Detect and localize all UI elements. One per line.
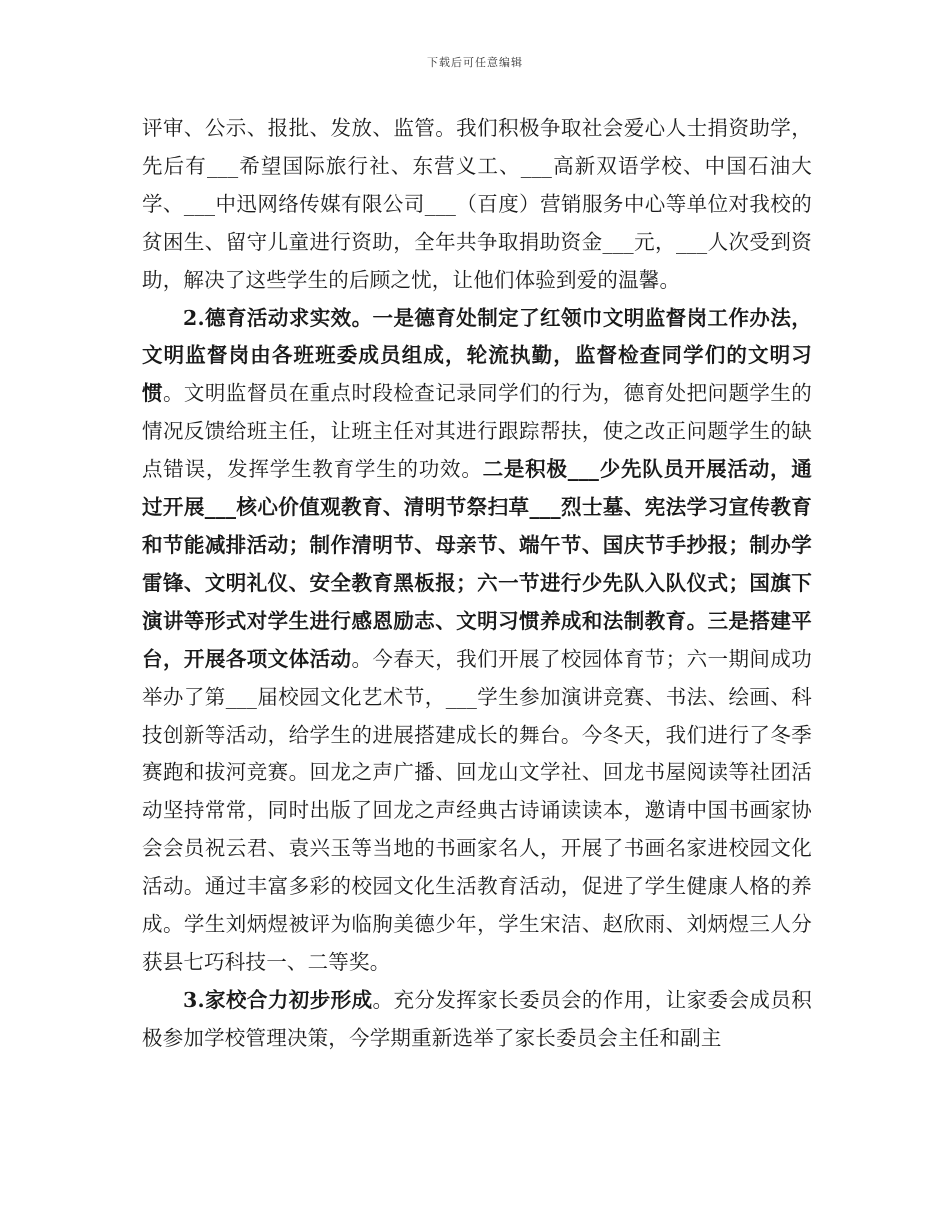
paragraph-text: 评审、公示、报批、发放、监管。我们积极争取社会爱心人士捐资助学，先后有___希望国际旅行社、东营义工、___高新双语学校、中国石油大学、___中迅网络传媒有限公司___（百度）营销服务中心等单位对我校的贫困生、留守儿童进行资助，全年共争取捐助资金___元，___人次受到资助，解决了这些学生的后顾之忧，让他们体验到爱的温馨。 (142, 116, 812, 292)
section-heading-moral-education: 2.德育活动求实效。一是德育处制定了红领巾文明监督岗工作办法，文明监督岗由各班班委成员组成，轮流执勤，监督检查同学们的文明习惯 (142, 305, 812, 406)
document-body (142, 110, 812, 1058)
paragraph-home-school (142, 982, 812, 1058)
page-header: 下载后可任意编辑 (427, 56, 523, 69)
paragraph-text: 。今春天，我们开展了校园体育节；六一期间成功举办了第___届校园文化艺术节，___学生参加演讲竞赛、书法、绘画、科技创新等活动，给学生的进展搭建成长的舞台。今冬天，我们进行了冬季赛跑和拔河竞赛。回龙之声广播、回龙山文学社、回龙书屋阅读等社团活动坚持常常，同时出版了回龙之声经典古诗诵读读本，邀请中国书画家协会会员祝云君、袁兴玉等当地的书画家名人，开展了书画名家进校园文化活动。通过丰富多彩的校园文化生活教育活动，促进了学生健康人格的养成。学生刘炳煜被评为临朐美德少年，学生宋洁、赵欣雨、刘炳煜三人分获县七巧科技一、二等奖。 (142, 646, 812, 974)
bold-emphasis-text: 二是积极___少先队员开展活动，通过开展___核心价值观教育、清明节祭扫草___烈士墓、宪法学习宣传教育和节能减排活动；制作清明节、母亲节、端午节、国庆节手抄报；制办学雷锋、文明礼仪、安全教育黑板报；六一节进行少先队入队仪式；国旗下演讲等形式对学生进行感恩励志、文明习惯养成和法制教育。三是搭建平台，开展各项文体活动 (142, 457, 812, 671)
paragraph-funding (142, 110, 812, 300)
paragraph-text: 。文明监督员在重点时段检查记录同学们的行为，德育处把问题学生的情况反馈给班主任，让班主任对其进行跟踪帮扶，使之改正问题学生的缺点错误，发挥学生教育学生的功效。 (142, 381, 812, 482)
paragraph-text: 。充分发挥家长委员会的作用，让家委会成员积极参加学校管理决策，今学期重新选举了家长委员会主任和副主 (142, 987, 812, 1050)
paragraph-moral-education (142, 300, 812, 982)
section-heading-home-school: 3.家校合力初步形成 (183, 987, 373, 1012)
